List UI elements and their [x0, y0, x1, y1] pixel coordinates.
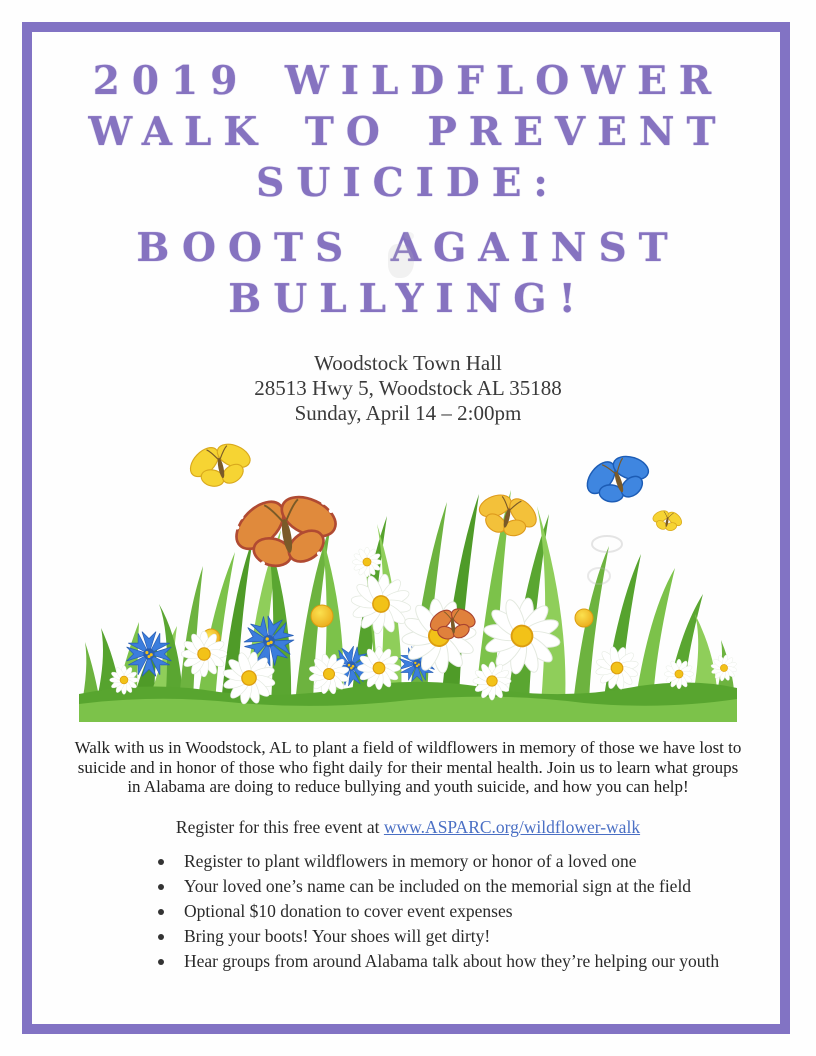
title-line: BULLYING! — [228, 276, 588, 322]
wildflower-grass-illustration — [79, 436, 737, 724]
grass-mound — [79, 682, 737, 722]
daisy-flower-icon — [347, 570, 415, 638]
blue-butterfly-icon — [575, 443, 660, 513]
event-details — [48, 351, 768, 426]
event-datetime: Sunday, April 14 – 2:00pm — [294, 401, 522, 425]
yellow-pom-flower — [575, 609, 593, 627]
title-part-1 — [48, 56, 768, 209]
flyer-title — [48, 56, 768, 325]
bullet-item: Bring your boots! Your shoes will get dirty! — [144, 927, 768, 946]
monarch-butterfly-icon — [222, 481, 350, 579]
event-venue: Woodstock Town Hall — [314, 351, 502, 375]
bullet-item: Hear groups from around Alabama talk about how they’re helping our youth — [144, 952, 768, 971]
bullet-item: Your loved one’s name can be included on the memorial sign at the field — [144, 877, 768, 896]
bullet-item: Register to plant wildflowers in memory or honor of a loved one — [144, 852, 768, 871]
title-line: SUICIDE: — [256, 160, 560, 206]
register-line — [48, 817, 768, 838]
illustration-wrap — [48, 436, 768, 724]
title-line: BOOTS AGAINST — [136, 225, 680, 271]
event-address: 28513 Hwy 5, Woodstock AL 35188 — [254, 376, 562, 400]
event-description: Walk with us in Woodstock, AL to plant a field of wildflowers in memory of those we have lost to suicide and in honor of those who fight daily for their mental health. Join us to learn what groups in Alabama are doing to reduce bullying and youth suicide, and how you can help! — [74, 738, 742, 796]
title-line: 2019 WILDFLOWER — [92, 58, 724, 104]
event-bullet-list — [144, 852, 768, 971]
title-line: WALK TO PREVENT — [88, 109, 728, 155]
faint-puff — [592, 536, 622, 552]
register-prefix: Register for this free event at — [175, 816, 384, 837]
small-yellow-butterfly-icon — [649, 506, 686, 534]
yellow-pom-flower — [311, 605, 333, 627]
title-part-2 — [48, 223, 768, 325]
register-link[interactable]: www.ASPARC.org/wildflower-walk — [383, 816, 641, 837]
yellow-butterfly-icon — [181, 436, 259, 495]
gold-butterfly-icon — [470, 484, 546, 545]
bullet-item: Optional $10 donation to cover event expenses — [144, 902, 768, 921]
